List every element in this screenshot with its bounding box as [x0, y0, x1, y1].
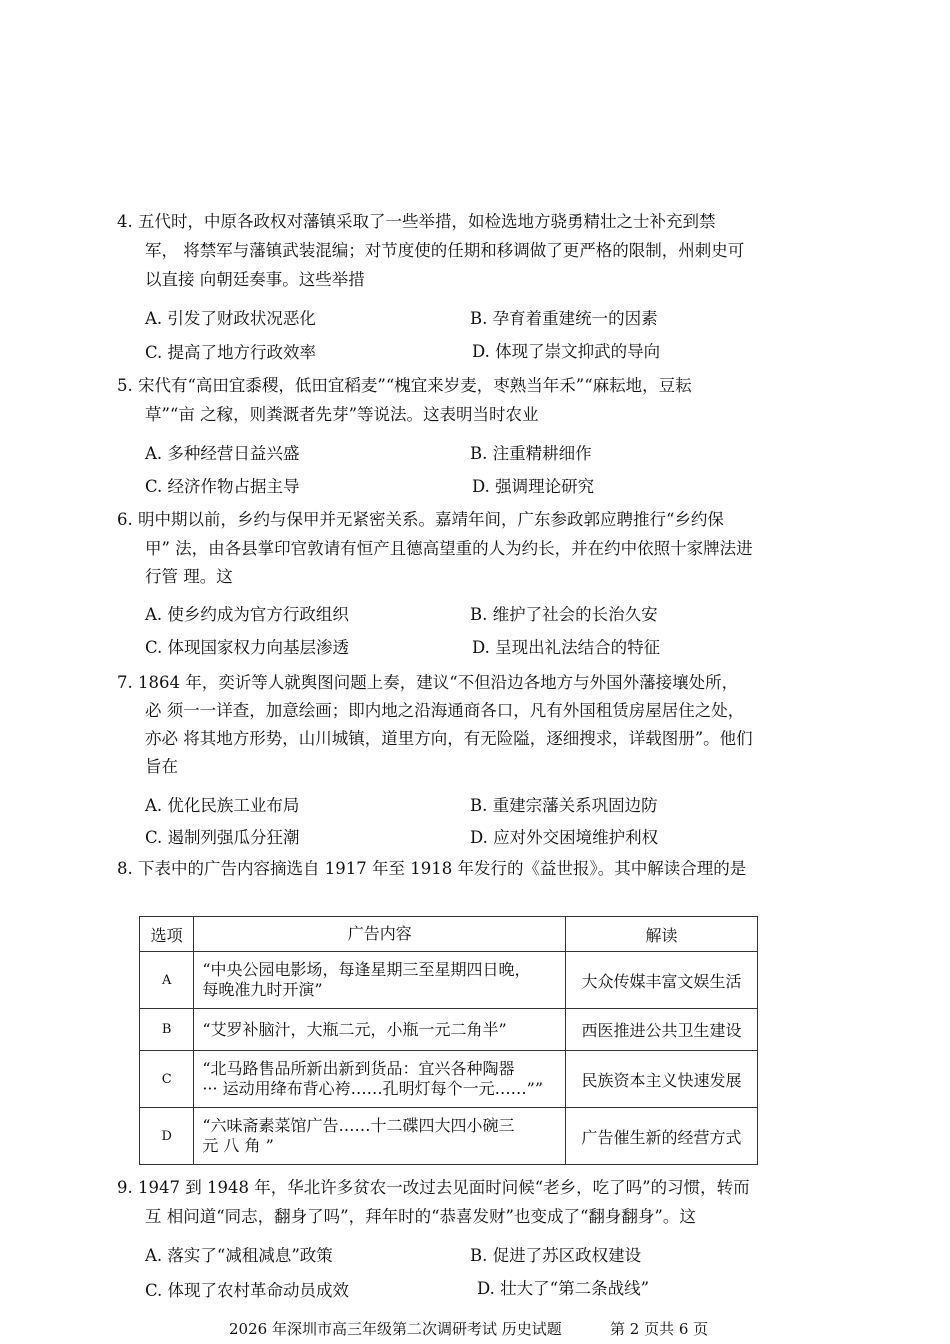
question-5-option-a[interactable]: A. 多种经营日益兴盛 — [145, 444, 300, 463]
table-cell-option: A — [140, 952, 194, 1009]
footer-page-number: 第 2 页共 6 页 — [610, 1320, 709, 1338]
question-9-line-1: 9. 1947 到 1948 年，华北许多贫农一改过去见面时问候“老乡，吃了吗”的习惯，转而 — [117, 1178, 750, 1197]
question-5-option-c[interactable]: C. 经济作物占据主导 — [145, 477, 300, 496]
table-header-row — [140, 917, 758, 952]
table-cell-content — [194, 952, 566, 1009]
table-cell-content — [194, 1009, 566, 1051]
table-cell-content-line: “艾罗补脑汁，大瓶二元，小瓶一元二角半” — [202, 1019, 507, 1039]
question-6-line-1: 6. 明中期以前，乡约与保甲并无紧密关系。嘉靖年间，广东参政郭应聘推行“乡约保 — [117, 510, 724, 529]
question-7-line-1: 7. 1864 年，奕䜣等人就舆图问题上奏，建议“不但沿边各地方与外国外藩接壤处所， — [117, 673, 739, 692]
question-4-line-1: 4. 五代时，中原各政权对藩镇采取了一些举措，如检选地方骁勇精壮之士补充到禁 — [117, 212, 716, 231]
table-row — [140, 1051, 758, 1108]
question-9-option-c[interactable]: C. 体现了农村革命动员成效 — [145, 1281, 350, 1300]
question-9-option-b[interactable]: B. 促进了苏区政权建设 — [470, 1246, 642, 1265]
question-6-option-b[interactable]: B. 维护了社会的长治久安 — [470, 605, 658, 624]
table-header-option: 选项 — [140, 917, 194, 952]
question-4-option-b[interactable]: B. 孕育着重建统一的因素 — [470, 309, 658, 328]
table-row — [140, 1009, 758, 1051]
table-row — [140, 952, 758, 1009]
table-cell-option: B — [140, 1009, 194, 1051]
table-header-content: 广告内容 — [194, 917, 566, 952]
table-cell-content — [194, 1051, 566, 1108]
table-cell-content — [194, 1108, 566, 1165]
table-cell-content-line: “六味斋素菜馆广告……十二碟四大四小碗三 — [202, 1116, 515, 1135]
question-6-option-c[interactable]: C. 体现国家权力向基层渗透 — [145, 638, 350, 657]
question-6-option-d[interactable]: D. 呈现出礼法结合的特征 — [472, 638, 661, 657]
table-cell-content-line: 元 八 角 ” — [202, 1136, 274, 1155]
table-cell-content-line: ··· 运动用绛布背心袴……孔明灯每个一元……”” — [202, 1079, 544, 1098]
footer-exam-title: 2026 年深圳市高三年级第二次调研考试 历史试题 — [229, 1320, 562, 1338]
table-cell-content-line: “北马路售品所新出新到货品：宜兴各种陶器 — [202, 1059, 515, 1078]
question-7-line-4: 旨在 — [145, 757, 178, 776]
question-4-option-d[interactable]: D. 体现了崇文抑武的导向 — [472, 342, 661, 361]
question-6-line-2: 甲” 法，由各县掌印官敦请有恒产且德高望重的人为约长，并在约中依照十家牌法进 — [145, 539, 753, 558]
question-7-line-2: 必 须一一详查，加意绘画；即内地之沿海通商各口，凡有外国租赁房屋居住之处， — [145, 701, 745, 720]
question-9-option-d[interactable]: D. 壮大了“第二条战线” — [477, 1279, 650, 1298]
table-cell-option: C — [140, 1051, 194, 1108]
question-7-option-a[interactable]: A. 优化民族工业布局 — [145, 796, 300, 815]
table-cell-content-line: “中央公园电影场，每逢星期三至星期四日晚， — [202, 960, 531, 979]
question-4-option-c[interactable]: C. 提高了地方行政效率 — [145, 343, 317, 362]
table-cell-option: D — [140, 1108, 194, 1165]
table-row — [140, 1108, 758, 1165]
table-header-interpretation: 解读 — [566, 917, 758, 952]
question-9-line-2: 互 相问道“同志，翻身了吗”，拜年时的“恭喜发财”也变成了“翻身翻身”。这 — [145, 1207, 696, 1226]
question-6-line-3: 行管 理。这 — [145, 567, 233, 586]
question-4-line-2: 军， 将禁军与藩镇武装混编；对节度使的任期和移调做了更严格的限制，州刺史可 — [145, 241, 745, 260]
question-5-option-b[interactable]: B. 注重精耕细作 — [470, 444, 592, 463]
table-cell-content-line: 每晚准九时开演” — [202, 980, 323, 999]
question-7-option-b[interactable]: B. 重建宗藩关系巩固边防 — [470, 796, 658, 815]
question-5-line-1: 5. 宋代有“高田宜黍稷，低田宜稻麦”“槐宜来岁麦，枣熟当年禾”“麻耘地，豆耘 — [117, 376, 692, 395]
question-8-line-1: 8. 下表中的广告内容摘选自 1917 年至 1918 年发行的《益世报》。其中解读合理的是 — [117, 859, 747, 878]
table-cell-interpretation: 民族资本主义快速发展 — [566, 1051, 758, 1108]
question-5-option-d[interactable]: D. 强调理论研究 — [472, 477, 595, 496]
table-cell-interpretation: 大众传媒丰富文娱生活 — [566, 952, 758, 1009]
advertisement-table — [139, 916, 758, 1165]
question-7-option-d[interactable]: D. 应对外交困境维护利权 — [470, 828, 659, 847]
question-6-option-a[interactable]: A. 使乡约成为官方行政组织 — [145, 605, 349, 624]
table-cell-interpretation: 广告催生新的经营方式 — [566, 1108, 758, 1165]
question-7-line-3: 亦必 将其地方形势，山川城镇，道里方向，有无险隘，逐细搜求，详载图册”。他们 — [145, 729, 753, 748]
table-cell-interpretation: 西医推进公共卫生建设 — [566, 1009, 758, 1051]
question-4-option-a[interactable]: A. 引发了财政状况恶化 — [145, 309, 316, 328]
question-5-line-2: 草”“亩 之稼，则粪溉者先芽”等说法。这表明当时农业 — [145, 405, 539, 424]
question-4-line-3: 以直接 向朝廷奏事。这些举措 — [145, 270, 365, 289]
question-7-option-c[interactable]: C. 遏制列强瓜分狂潮 — [145, 828, 300, 847]
question-9-option-a[interactable]: A. 落实了“减租减息”政策 — [145, 1246, 333, 1265]
